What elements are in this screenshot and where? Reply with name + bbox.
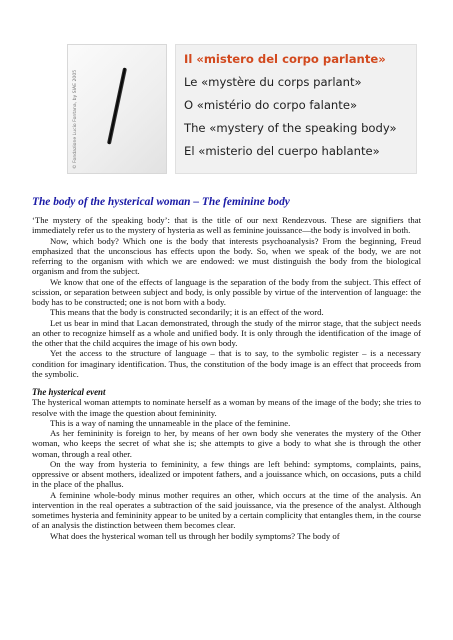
image-credit: © Fondazione Lucio Fontana, by SIAE 2005	[73, 69, 78, 169]
paragraph: Yet the access to the structure of language – that is to say, to the symbolic register – is a necessary condition for imaginary identification. Thus, the constitution of the body image is an effect that proceeds from the symbolic.	[32, 348, 421, 379]
title-french: Le «mystère du corps parlant»	[184, 75, 362, 89]
paragraph: This is a way of naming the unnameable in the place of the feminine.	[50, 417, 291, 428]
paragraph: What does the hysterical woman tell us through her bodily symptoms? The body of	[50, 530, 340, 541]
article-heading: The body of the hysterical woman – The feminine body	[32, 196, 290, 208]
fontana-cut-canvas-image	[67, 44, 167, 174]
article-body	[32, 215, 421, 541]
title-portuguese: O «mistério do corpo falante»	[184, 98, 358, 112]
paragraph: The hysterical woman attempts to nominate herself as a woman by means of the image of the body; she tries to resolve with the image the question about femininity.	[32, 397, 421, 418]
paragraph: As her femininity is foreign to her, by means of her own body she venerates the mystery of the Other woman, who keeps the secret of what she is; she attempts to give a body to what she is through the other woman, through a real other.	[32, 428, 421, 459]
canvas-slash	[107, 67, 127, 144]
paragraph: ‘The mystery of the speaking body’: that is the title of our next Rendezvous. These are signifiers that immediately refer us to the mystery of hysteria as well as feminine jouissance—the body is involved in both.	[32, 215, 421, 236]
header-banner	[67, 44, 417, 174]
paragraph: Now, which body? Which one is the body that interests psychoanalysis? From the beginning, Freud emphasized that the unconscious has effects upon the body. So, when we speak of the body, we are not referring to the organism with which we are endowed: we must distinguish the body from the biological organism and from the subject.	[32, 235, 421, 277]
title-italian: Il «mistero del corpo parlante»	[184, 52, 386, 66]
paragraph: A feminine whole-body minus mother requires an other, which occurs at the time of the analysis. An intervention in the real operates a subtraction of the said jouissance, via the presence of the analyst. Although sometimes hysteria and femininity appear to be united by a certain complicity that entangles them, in the course of an analysis the distinction between them becomes clear.	[32, 489, 421, 531]
title-english: The «mystery of the speaking body»	[184, 121, 397, 135]
section-subheading: The hysterical event	[32, 387, 106, 397]
paragraph: This means that the body is constructed secondarily; it is an effect of the word.	[50, 307, 324, 318]
multilingual-title-box	[175, 44, 417, 174]
paragraph: We know that one of the effects of language is the separation of the body from the subject. This effect of scission, or separation between subject and body, is only possible by virtue of the intervention of language: the body has to be constructed; one is not born with a body.	[32, 276, 421, 307]
paragraph: Let us bear in mind that Lacan demonstrated, through the study of the mirror stage, that the subject needs an other to recognize himself as a whole and unified body. It is only through the identification of the image of the other that the child acquires the image of his own body.	[32, 317, 421, 348]
paragraph: On the way from hysteria to femininity, a few things are left behind: symptoms, complaints, pains, oppressive or absent mothers, idealized or impotent fathers, and a jouissance which, on occasions, puts a child in the place of the phallus.	[32, 458, 421, 490]
title-spanish: El «misterio del cuerpo hablante»	[184, 144, 380, 158]
